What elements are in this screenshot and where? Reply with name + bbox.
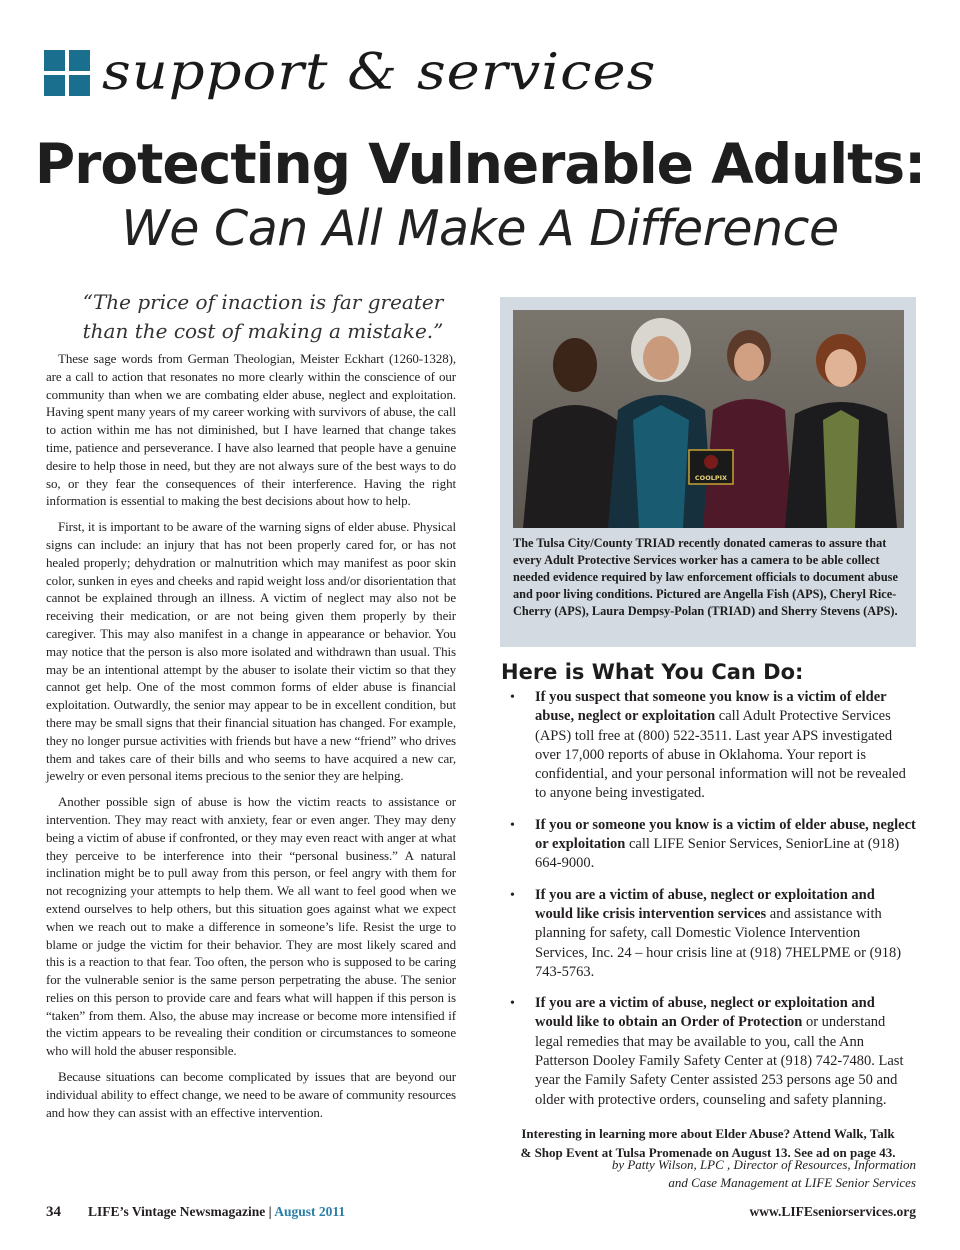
action-item-emphasis: If you are a victim of abuse, neglect or exploitation and would like to obtain an Order of Protection xyxy=(535,995,875,1031)
action-list xyxy=(500,688,916,1110)
action-item-emphasis: If you or someone you know is a victim of elder abuse, neglect or exploitation xyxy=(535,816,916,853)
magazine-name: LIFE’s Vintage Newsmagazine xyxy=(88,1204,266,1219)
article-subheadline: We Can All Make A Difference xyxy=(121,200,839,257)
action-item xyxy=(500,886,916,982)
action-item-text: and assistance with planning for safety, call Domestic Violence Intervention Services, Inc. 24 – hour crisis line at (918) 7HELPME or (918) 743-5763. xyxy=(535,905,902,980)
body-paragraph: Another possible sign of abuse is how the victim reacts to assistance or intervention. They may react with anxiety, fear or even anger. They may deny being a victim of abuse if confronted, or they may even react with anger at what they perceive to be interference into their “personal business.” A natural inclination might be to pull away from this person, or feel angry with them for not recognizing your attempts to help them. We all want to feel good when we extend ourselves to help others, but this situation goes against what we expect when we reach out to make a difference in someone’s life. Resist the urge to blame or judge the victim for their behavior. They are most likely scared and this is a reaction to that fear. Too often, the person who is supposed to be caring for the vulnerable senior is the same person perpetrating the abuse. The senior relies on this person to provide care and fears what will happen if this person is “taken” from them. Also, the abuse may increase or become more intensified if the victim appears to be revealing their condition or circumstances to someone who will hold the abuser responsible. xyxy=(46,794,456,1059)
footer-url-link[interactable]: www.LIFEseniorservices.org xyxy=(749,1204,916,1219)
action-item xyxy=(500,816,916,874)
section-header xyxy=(44,43,657,106)
byline-line-1: by Patty Wilson, LPC , Director of Resources, Information xyxy=(611,1157,916,1172)
pull-quote-line-2: than the cost of making a mistake.” xyxy=(82,319,444,343)
article-headline: Protecting Vulnerable Adults: xyxy=(34,132,926,196)
group-photo xyxy=(513,310,904,528)
footer-separator: | xyxy=(268,1204,272,1219)
photo-caption: The Tulsa City/County TRIAD recently donated cameras to assure that every Adult Protective Services worker has a camera to be able collect needed evidence required by law enforcement officials to document abuse and poor living conditions. Pictured are Angella Fish (APS), Cheryl Rice-Cherry (APS), Laura Dempsy-Polan (TRIAD) and Sherry Stevens (APS). xyxy=(513,536,898,618)
action-item-emphasis: If you suspect that someone you know is a victim of elder abuse, neglect or exploitation xyxy=(535,689,887,725)
body-paragraph: Because situations can become complicated by issues that are beyond our individual ability to effect change, we need to be aware of community resources and how they can assist with an effective intervention. xyxy=(46,1069,456,1120)
footer-magazine xyxy=(88,1204,345,1220)
issue-date: August 2011 xyxy=(274,1204,346,1219)
bullet-icon: • xyxy=(510,887,515,903)
section-title: support & services xyxy=(102,43,657,102)
body-paragraph: First, it is important to be aware of the warning signs of elder abuse. Physical signs can include: an injury that has not been properly cared for, or has not healed properly; dehydration or malnutrition which may manifest as poor skin color, sunken in eyes and cheeks and rapid weight loss and/or disorientation that cannot be explained through an illness. A victim of neglect may also not be receiving their medication, or are not being given them properly by their caregiver. This may also manifest in a change in appearance or behavior. You may notice that the person is also more isolated and withdrawn than usual. This may be an intentional attempt by the abuser to isolate their victim so that they cannot get help. One of the most common forms of elder abuse is financial exploitation. Outwardly, the senior may appear to be in excellent condition, but there may be small signs that their financial situation has changed. For example, they no longer pursue activities with friends but have a new “friend” who drives them and takes care of their bills and who seems to have acquired a new car, jewelry or even personal items precious to the senior they are helping. xyxy=(46,519,456,784)
bullet-icon: • xyxy=(510,690,515,705)
bullet-icon: • xyxy=(510,817,515,833)
page-number: 34 xyxy=(46,1204,61,1220)
action-item xyxy=(500,994,916,1110)
action-item-text: call LIFE Senior Services, SeniorLine at (918) 664-9000. xyxy=(535,836,900,872)
author-byline xyxy=(540,1156,916,1192)
pull-quote xyxy=(46,288,456,346)
action-heading: Here is What You Can Do: xyxy=(501,660,804,684)
group-photo-illustration xyxy=(513,310,904,528)
body-paragraph: These sage words from German Theologian, Meister Eckhart (1260-1328), are a call to action that resonates no more clearly within the conscience of our community than when we are combating elder abuse, neglect and exploitation. Having spent many years of my career working with survivors of abuse, the call to action within me has not diminished, but I have learned that change takes time, patience and perseverance. I have also learned that people have a genuine desire to help those in need, but they are not always sure of the best ways to do so, or they fear the consequences of their interference. Having the right information is essential to making the best decisions about how to help. xyxy=(46,351,456,509)
action-item xyxy=(500,688,916,804)
photo-box xyxy=(500,297,916,647)
event-promo-line-2: & Shop Event at Tulsa Promenade on August 13. See ad on page 43. xyxy=(520,1144,896,1160)
bullet-icon: • xyxy=(510,996,515,1012)
byline-line-2: and Case Management at LIFE Senior Services xyxy=(668,1175,916,1190)
action-column xyxy=(500,660,916,1162)
camera-label: COOLPIX xyxy=(694,474,728,482)
section-logo-icon xyxy=(44,50,92,98)
pull-quote-line-1: “The price of inaction is far greater xyxy=(82,290,444,314)
action-item-emphasis: If you are a victim of abuse, neglect or exploitation and would like crisis intervention services xyxy=(535,886,875,922)
event-promo-line-1: Interesting in learning more about Elder Abuse? Attend Walk, Talk xyxy=(521,1125,895,1141)
action-item-text: or understand legal remedies that may be available to you, call the Ann Patterson Dooley Family Safety Center at (918) 742-7480. Last year the Family Safety Center assisted 253 persons age 50 and older with protective orders, counseling and safety planning. xyxy=(535,1014,904,1108)
action-item-text: call Adult Protective Services (APS) toll free at (800) 522-3511. Last year APS investigated over 17,000 reports of abuse in Oklahoma. Your report is confidential, and your personal information will not be revealed to anyone being investigated. xyxy=(535,708,906,802)
article-body-column xyxy=(46,288,456,1129)
